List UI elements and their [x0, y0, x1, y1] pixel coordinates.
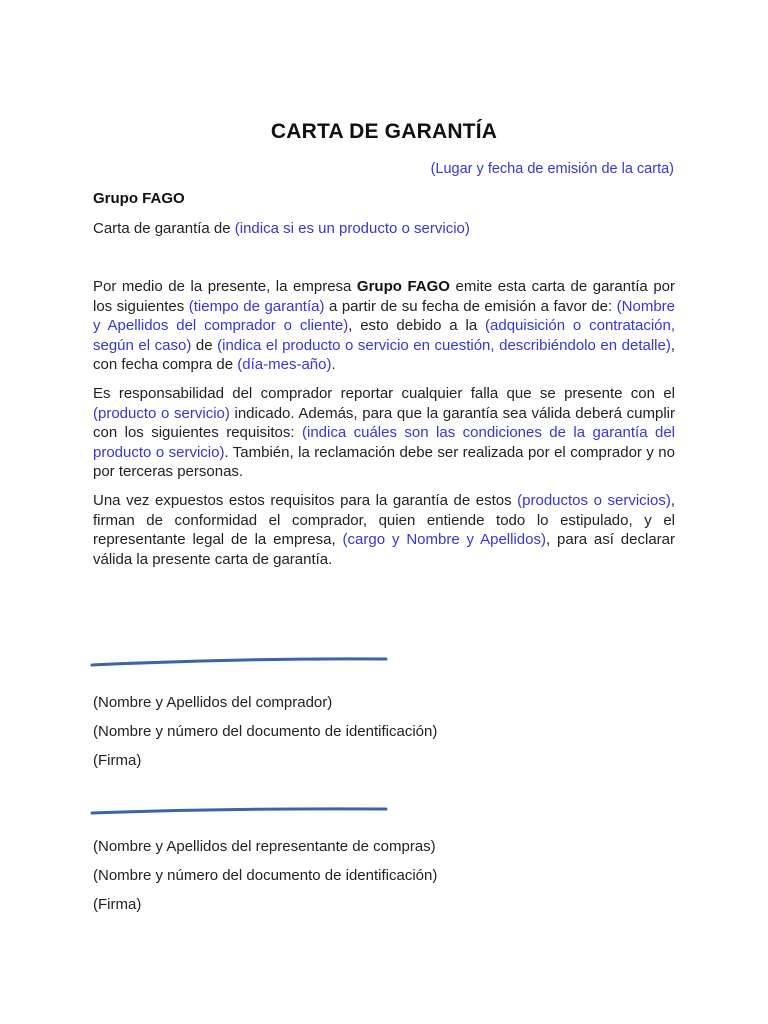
- company-name: Grupo FAGO: [93, 190, 185, 207]
- representative-signature-line: [88, 800, 393, 820]
- buyer-name: (Nombre y Apellidos del comprador): [93, 694, 333, 711]
- subject-prefix: Carta de garantía de: [93, 220, 235, 237]
- p2-placeholder: (producto o servicio): [93, 404, 230, 422]
- representative-signature-block: [93, 832, 437, 919]
- p1-text: emite esta carta de garantía por los siguientes: [93, 278, 675, 315]
- p1-text: Por medio de la presente, la empresa: [93, 278, 357, 295]
- document-title: CARTA DE GARANTÍA: [270, 120, 498, 143]
- p1-text: .: [331, 356, 336, 374]
- paragraph-3: [93, 491, 675, 569]
- p1-text: , esto debido a la: [348, 317, 486, 335]
- p3-placeholder: (productos o servicios): [517, 491, 671, 509]
- representative-signature: (Firma): [93, 896, 142, 913]
- p3-text: , firman de conformidad el comprador, quien entiende todo lo estipulado, y el representante legal de la empresa,: [93, 491, 675, 549]
- letter-body: [93, 277, 675, 578]
- subject-placeholder: (indica si es un producto o servicio): [234, 220, 470, 237]
- p2-placeholder: (indica cuáles son las condiciones de la garantía del producto o servicio): [93, 424, 675, 461]
- p2-text: indicado. Además, para que la garantía sea válida deberá cumplir con los siguientes requisitos:: [93, 404, 675, 442]
- subject-line: [93, 220, 470, 237]
- p1-text: de: [191, 336, 218, 354]
- p3-text: , para así declarar válida la presente carta de garantía.: [93, 531, 675, 568]
- paragraph-2: [93, 384, 675, 482]
- p1-company: Grupo FAGO: [356, 278, 450, 295]
- p2-text: Es responsabilidad del comprador reportar cualquier falla que se presente con el: [93, 384, 675, 402]
- p1-placeholder: (Nombre y Apellidos del comprador o cliente): [93, 297, 676, 335]
- buyer-signature-block: [93, 688, 437, 775]
- p1-placeholder: (tiempo de garantía): [188, 297, 325, 315]
- p3-text: Una vez expuestos estos requisitos para la garantía de estos: [93, 491, 518, 509]
- place-date-placeholder: (Lugar y fecha de emisión de la carta): [430, 161, 674, 177]
- representative-name: (Nombre y Apellidos del representante de compras): [93, 838, 436, 855]
- buyer-signature-line: [88, 652, 393, 672]
- representative-id-document: (Nombre y número del documento de identificación): [93, 867, 438, 884]
- p1-placeholder: (indica el producto o servicio en cuestión, describiéndolo en detalle): [217, 336, 671, 354]
- p1-placeholder: (día-mes-año): [237, 356, 332, 374]
- p2-text: . También, la reclamación debe ser realizada por el comprador y no por terceras personas.: [93, 443, 675, 481]
- p3-placeholder: (cargo y Nombre y Apellidos): [342, 531, 546, 549]
- buyer-id-document: (Nombre y número del documento de identificación): [93, 723, 438, 740]
- p1-text: a partir de su fecha de emisión a favor de:: [324, 297, 617, 315]
- buyer-signature: (Firma): [93, 752, 142, 769]
- paragraph-1: [93, 277, 675, 375]
- p1-placeholder: (adquisición o contratación, según el caso): [93, 317, 676, 354]
- p1-text: , con fecha compra de: [93, 336, 676, 374]
